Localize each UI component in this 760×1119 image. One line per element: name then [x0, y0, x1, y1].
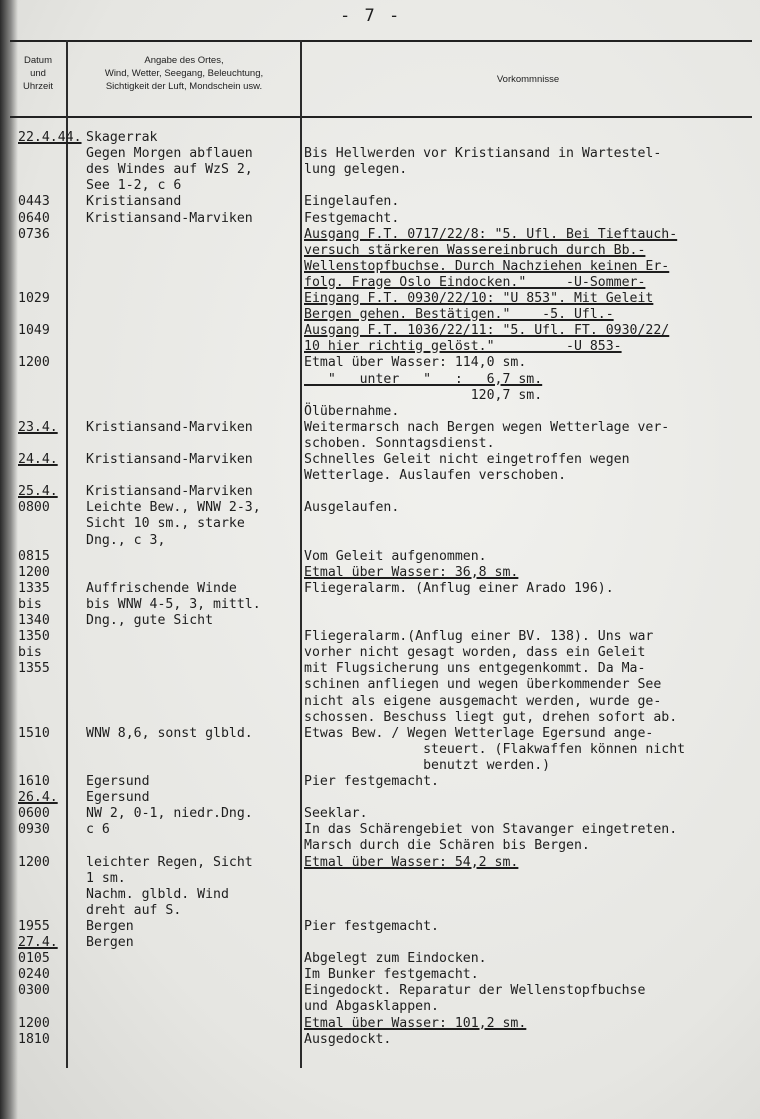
entry-event: steuert. (Flakwaffen können nicht [304, 742, 686, 757]
entry-place: WNW 8,6, sonst glbld. [86, 726, 253, 741]
entry-event: Eingedockt. Reparatur der Wellenstopfbuchse [304, 983, 646, 998]
page-number: - 7 - [340, 6, 402, 26]
entry-place: des Windes auf WzS 2, [86, 162, 253, 177]
entry-place: 1 sm. [86, 871, 126, 886]
entry-place: Gegen Morgen abflauen [86, 146, 253, 161]
entry-event: Abgelegt zum Eindocken. [304, 951, 487, 966]
entry-event: mit Flugsicherung uns entgegenkommt. Da Ma- [304, 661, 646, 676]
header-events [304, 73, 752, 86]
entry-time: 22.4.44. [18, 130, 82, 145]
entry-time: 0600 [18, 806, 50, 821]
entry-event: Ausgang F.T. 0717/22/8: "5. Ufl. Bei Tieftauch- [304, 227, 678, 242]
entry-time: 0105 [18, 951, 50, 966]
header-location-line-3: Sichtigkeit der Luft, Mondschein usw. [105, 81, 263, 92]
entry-time: 1810 [18, 1032, 50, 1047]
entry-event: Ausgang F.T. 1036/22/11: "5. Ufl. FT. 0930/22/ [304, 323, 670, 338]
entry-event: Im Bunker festgemacht. [304, 967, 479, 982]
header-top-rule [10, 40, 752, 42]
entry-place: Kristiansand-Marviken [86, 420, 253, 435]
header-location-line-1: Angabe des Ortes, [144, 55, 224, 66]
header-events-label: Vorkommnisse [496, 74, 560, 85]
entry-place: Bergen [86, 935, 134, 950]
entry-event: In das Schärengebiet von Stavanger eingetreten. [304, 822, 678, 837]
entry-event: Bis Hellwerden vor Kristiansand in Wartestel- [304, 146, 662, 161]
entry-time: 1955 [18, 919, 50, 934]
entry-place: Egersund [86, 774, 150, 789]
entry-time: 25.4. [18, 484, 58, 499]
entry-event: Fliegeralarm.(Anflug einer BV. 138). Uns war [304, 629, 654, 644]
header-date-line-3: Uhrzeit [22, 81, 54, 92]
entry-place: c 6 [86, 822, 110, 837]
entry-event: Ausgelaufen. [304, 500, 400, 515]
entry-event: Pier festgemacht. [304, 774, 439, 789]
entry-event: Festgemacht. [304, 211, 400, 226]
entry-event: Ausgedockt. [304, 1032, 392, 1047]
column-divider-2 [300, 40, 302, 1068]
entry-place: Dng., c 3, [86, 533, 166, 548]
entry-event: lung gelegen. [304, 162, 408, 177]
entry-place: Kristiansand-Marviken [86, 211, 253, 226]
entry-place: NW 2, 0-1, niedr.Dng. [86, 806, 253, 821]
entry-event: Etmal über Wasser: 54,2 sm. [304, 855, 519, 870]
entry-place: Dng., gute Sicht [86, 613, 214, 628]
entry-time: 1200 [18, 565, 50, 580]
entry-event: Eingelaufen. [304, 194, 400, 209]
entry-event: " unter " : 6,7 sm. [304, 372, 543, 387]
entry-time: 1049 [18, 323, 50, 338]
entry-place: Bergen [86, 919, 134, 934]
entry-time: 0300 [18, 983, 50, 998]
header-date-line-2: und [30, 68, 46, 79]
entry-time: 1335 [18, 581, 50, 596]
header-location-weather [70, 54, 298, 93]
entry-event: schinen anfliegen und wegen überkommender See [304, 677, 662, 692]
entry-time: bis [18, 645, 42, 660]
entry-time: 0800 [18, 500, 50, 515]
entry-event: 10 hier richtig gelöst." -U 853- [304, 339, 622, 354]
entry-time: 1350 [18, 629, 50, 644]
entry-place: Leichte Bew., WNW 2-3, [86, 500, 261, 515]
entry-place: Sicht 10 sm., starke [86, 516, 245, 531]
header-date-line-1: Datum [24, 55, 52, 66]
entry-event: nicht als eigene ausgemacht werden, wurde ge- [304, 694, 662, 709]
entry-event: Wellenstopfbuchse. Durch Nachziehen keinen Er- [304, 259, 670, 274]
header-date-time [10, 54, 66, 93]
entry-time: 1200 [18, 1016, 50, 1031]
entry-time: 0815 [18, 549, 50, 564]
entry-event: Fliegeralarm. (Anflug einer Arado 196). [304, 581, 614, 596]
entry-event: versuch stärkeren Wassereinbruch durch Bb.- [304, 243, 646, 258]
entry-event: Etmal über Wasser: 101,2 sm. [304, 1016, 527, 1031]
entry-event: Schnelles Geleit nicht eingetroffen wegen [304, 452, 630, 467]
entry-time: 1340 [18, 613, 50, 628]
entry-time: 1029 [18, 291, 50, 306]
entry-time: 27.4. [18, 935, 58, 950]
entry-time: 0240 [18, 967, 50, 982]
entry-time: 1510 [18, 726, 50, 741]
entry-event: folg. Frage Oslo Eindocken." -U-Sommer- [304, 275, 646, 290]
entry-time: 0443 [18, 194, 50, 209]
entry-time: 1200 [18, 855, 50, 870]
entry-time: 0640 [18, 211, 50, 226]
entry-place: Auffrischende Winde [86, 581, 237, 596]
entry-event: und Abgasklappen. [304, 999, 439, 1014]
entry-event: Vom Geleit aufgenommen. [304, 549, 487, 564]
entry-event: Weitermarsch nach Bergen wegen Wetterlage ver- [304, 420, 670, 435]
entry-place: Skagerrak [86, 130, 158, 145]
header-location-line-2: Wind, Wetter, Seegang, Beleuchtung, [104, 68, 264, 79]
entry-event: schossen. Beschuss liegt gut, drehen sofort ab. [304, 710, 678, 725]
entry-event: Pier festgemacht. [304, 919, 439, 934]
entry-time: 26.4. [18, 790, 58, 805]
entry-time: 0736 [18, 227, 50, 242]
entry-event: vorher nicht gesagt worden, dass ein Geleit [304, 645, 646, 660]
scan-edge-shadow [0, 0, 18, 1119]
entry-event: Etwas Bew. / Wegen Wetterlage Egersund ange- [304, 726, 654, 741]
entry-event: Seeklar. [304, 806, 368, 821]
entry-place: Kristiansand-Marviken [86, 484, 253, 499]
entry-event: 120,7 sm. [304, 388, 543, 403]
entry-place: Kristiansand-Marviken [86, 452, 253, 467]
entry-event: Ölübernahme. [304, 404, 400, 419]
entry-place: leichter Regen, Sicht [86, 855, 253, 870]
entry-time: 1200 [18, 355, 50, 370]
entry-event: Bergen gehen. Bestätigen." -5. Ufl.- [304, 307, 614, 322]
column-divider-1 [66, 40, 68, 1068]
entry-event: Eingang F.T. 0930/22/10: "U 853". Mit Geleit [304, 291, 654, 306]
entry-place: bis WNW 4-5, 3, mittl. [86, 597, 261, 612]
entry-event: Wetterlage. Auslaufen verschoben. [304, 468, 567, 483]
entry-place: Egersund [86, 790, 150, 805]
entry-time: 24.4. [18, 452, 58, 467]
entry-time: 1610 [18, 774, 50, 789]
entry-place: dreht auf S. [86, 903, 182, 918]
entry-event: Etmal über Wasser: 114,0 sm. [304, 355, 527, 370]
entry-event: schoben. Sonntagsdienst. [304, 436, 495, 451]
entry-place: Kristiansand [86, 194, 182, 209]
entry-place: Nachm. glbld. Wind [86, 887, 229, 902]
entry-place: See 1-2, c 6 [86, 178, 182, 193]
entry-time: 23.4. [18, 420, 58, 435]
entry-time: bis [18, 597, 42, 612]
entry-time: 1355 [18, 661, 50, 676]
entry-event: Etmal über Wasser: 36,8 sm. [304, 565, 519, 580]
header-bottom-rule [10, 116, 752, 118]
entry-event: Marsch durch die Schären bis Bergen. [304, 838, 590, 853]
entry-event: benutzt werden.) [304, 758, 551, 773]
entry-time: 0930 [18, 822, 50, 837]
